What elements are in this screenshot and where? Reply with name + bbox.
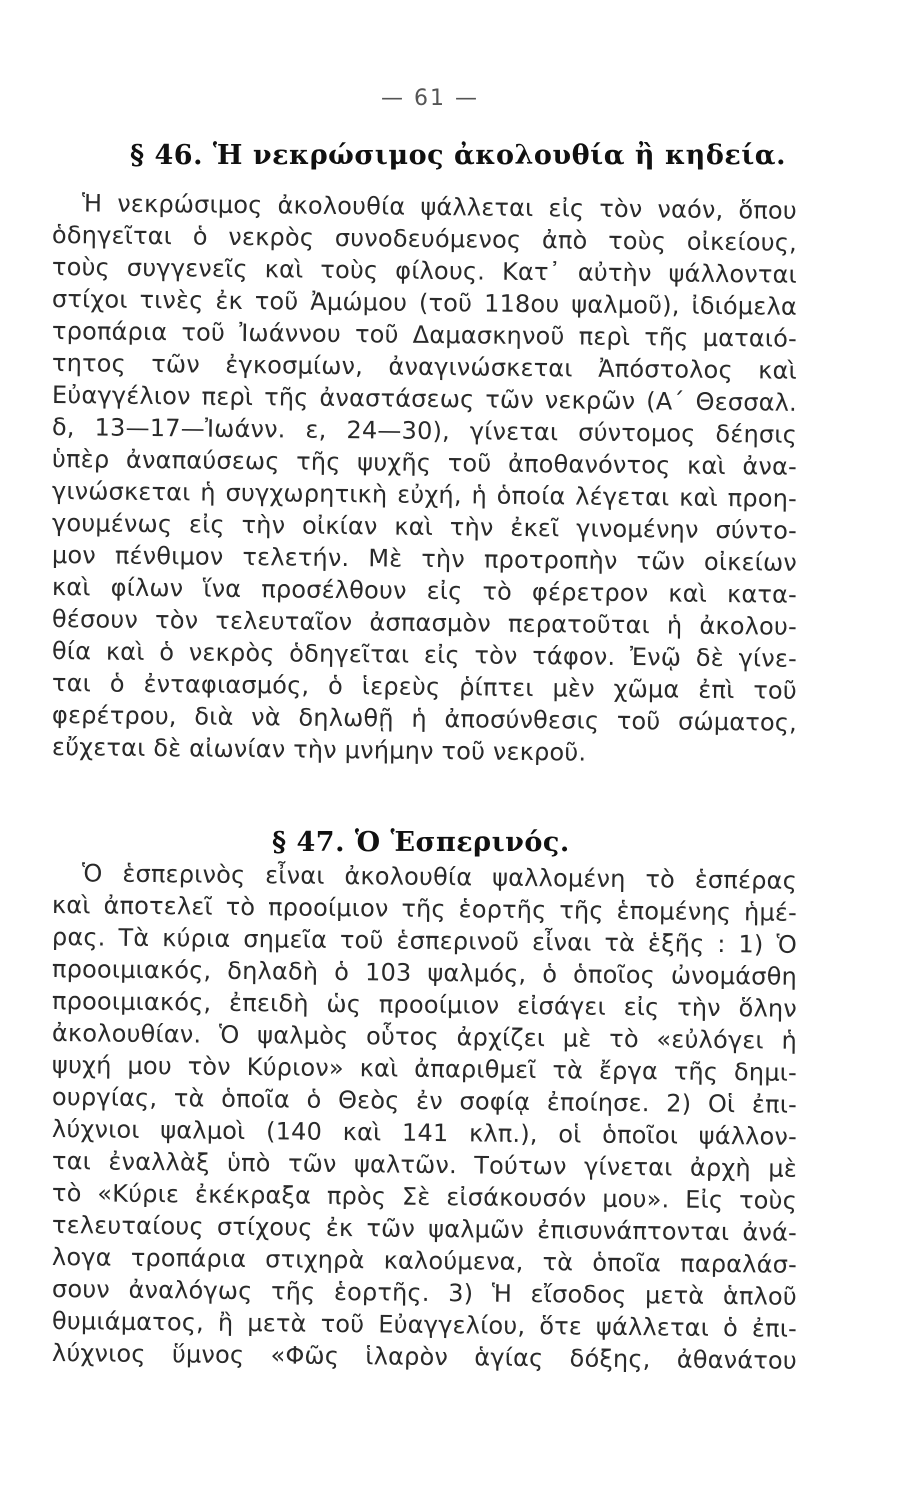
body-line: τητος τῶν ἐγκοσμίων, ἀναγινώσκεται Ἀπόστολος καὶ — [51, 349, 798, 385]
body-line: ψυχή μου τὸν Κύριον» καὶ ἀπαριθμεῖ τὰ ἔργα τῆς δημι- — [51, 1051, 798, 1087]
body-line: λογα τροπάρια στιχηρὰ καλούμενα, τὰ ὁποῖα παραλάσ- — [51, 1243, 798, 1279]
body-line: εὔχεται δὲ αἰωνίαν τὴν μνήμην τοῦ νεκροῦ. — [51, 733, 587, 767]
section-47-body — [51, 857, 798, 1375]
body-line: ὁδηγεῖται ὁ νεκρὸς συνοδευόμενος ἀπὸ τοὺς οἰκείους, — [51, 221, 798, 257]
body-line: προοιμιακός, ἐπειδὴ ὡς προοίμιον εἰσάγει εἰς τὴν ὅλην — [51, 987, 798, 1023]
body-line: καὶ ἀποτελεῖ τὸ προοίμιον τῆς ἑορτῆς τῆς ἑπομένης ἡμέ- — [51, 891, 798, 927]
body-line: γουμένως εἰς τὴν οἰκίαν καὶ τὴν ἐκεῖ γινομένην σύντο- — [51, 509, 798, 545]
body-line: ρας. Τὰ κύρια σημεῖα τοῦ ἑσπερινοῦ εἶναι τὰ ἑξῆς : 1) Ὁ — [51, 923, 798, 959]
body-line: τοὺς συγγενεῖς καὶ τοὺς φίλους. Κατ᾽ αὐτὴν ψάλλονται — [51, 253, 798, 289]
body-line: θία καὶ ὁ νεκρὸς ὁδηγεῖται εἰς τὸν τάφον. Ἐνῷ δὲ γίνε- — [51, 637, 798, 673]
body-line: δ, 13—17—Ἰωάνν. ε, 24—30), γίνεται σύντομος δέησις — [51, 413, 798, 449]
body-line: τροπάρια τοῦ Ἰωάννου τοῦ Δαμασκηνοῦ περὶ τῆς ματαιό- — [51, 317, 798, 353]
body-line: ται ὁ ἐνταφιασμός, ὁ ἱερεὺς ῥίπτει μὲν χῶμα ἐπὶ τοῦ — [51, 669, 798, 705]
body-line: σουν ἀναλόγως τῆς ἑορτῆς. 3) Ἡ εἴσοδος μετὰ ἁπλοῦ — [51, 1275, 798, 1311]
body-line: γινώσκεται ἡ συγχωρητικὴ εὐχή, ἡ ὁποία λέγεται καὶ προη- — [51, 477, 798, 513]
body-line: ἀκολουθίαν. Ὁ ψαλμὸς οὗτος ἀρχίζει μὲ τὸ «εὐλόγει ἡ — [51, 1019, 798, 1055]
body-line: ται ἐναλλὰξ ὑπὸ τῶν ψαλτῶν. Τούτων γίνεται ἀρχὴ μὲ — [51, 1147, 798, 1183]
body-line: ουργίας, τὰ ὁποῖα ὁ Θεὸς ἐν σοφίᾳ ἐποίησε. 2) Οἱ ἐπι- — [51, 1083, 798, 1119]
body-line: θυμιάματος, ἢ μετὰ τοῦ Εὐαγγελίου, ὅτε ψάλλεται ὁ ἐπι- — [51, 1307, 798, 1343]
body-line: τελευταίους στίχους ἐκ τῶν ψαλμῶν ἐπισυνάπτονται ἀνά- — [51, 1211, 798, 1247]
section-46-heading: § 46. Ἡ νεκρώσιμος ἀκολουθία ἢ κηδεία. — [130, 140, 786, 171]
body-line: λύχνιος ὕμνος «Φῶς ἱλαρὸν ἁγίας δόξης, ἀθανάτου — [51, 1339, 798, 1375]
body-line: λύχνιοι ψαλμοὶ (140 καὶ 141 κλπ.), οἱ ὁποῖοι ψάλλον- — [51, 1115, 798, 1151]
page-number: — 61 — — [381, 86, 479, 111]
body-line: θέσουν τὸν τελευταῖον ἀσπασμὸν περατοῦται ἡ ἀκολου- — [51, 605, 798, 641]
body-line: μον πένθιμον τελετήν. Μὲ τὴν προτροπὴν τῶν οἰκείων — [51, 541, 798, 577]
body-line: Ἡ νεκρώσιμος ἀκολουθία ψάλλεται εἰς τὸν ναόν, ὅπου — [81, 189, 798, 225]
body-line: φερέτρου, διὰ νὰ δηλωθῇ ἡ ἀποσύνθεσις τοῦ σώματος, — [51, 701, 798, 737]
section-46-body — [51, 187, 798, 767]
body-line: Εὐαγγέλιον περὶ τῆς ἀναστάσεως τῶν νεκρῶν (Α΄ Θεσσαλ. — [51, 381, 798, 417]
body-line: ὑπὲρ ἀναπαύσεως τῆς ψυχῆς τοῦ ἀποθανόντος καὶ ἀνα- — [51, 445, 798, 481]
body-line: Ὁ ἑσπερινὸς εἶναι ἀκολουθία ψαλλομένη τὸ ἑσπέρας — [81, 859, 798, 895]
body-line: τὸ «Κύριε ἐκέκραξα πρὸς Σὲ εἰσάκουσόν μου». Εἰς τοὺς — [51, 1179, 798, 1215]
body-line: καὶ φίλων ἵνα προσέλθουν εἰς τὸ φέρετρον καὶ κατα- — [51, 573, 798, 609]
body-line: στίχοι τινὲς ἐκ τοῦ Ἀμώμου (τοῦ 118ου ψαλμοῦ), ἰδιόμελα — [51, 285, 798, 321]
section-47-heading: § 47. Ὁ Ἑσπερινός. — [272, 827, 570, 858]
body-line: προοιμιακός, δηλαδὴ ὁ 103 ψαλμός, ὁ ὁποῖος ὠνομάσθη — [51, 955, 798, 991]
